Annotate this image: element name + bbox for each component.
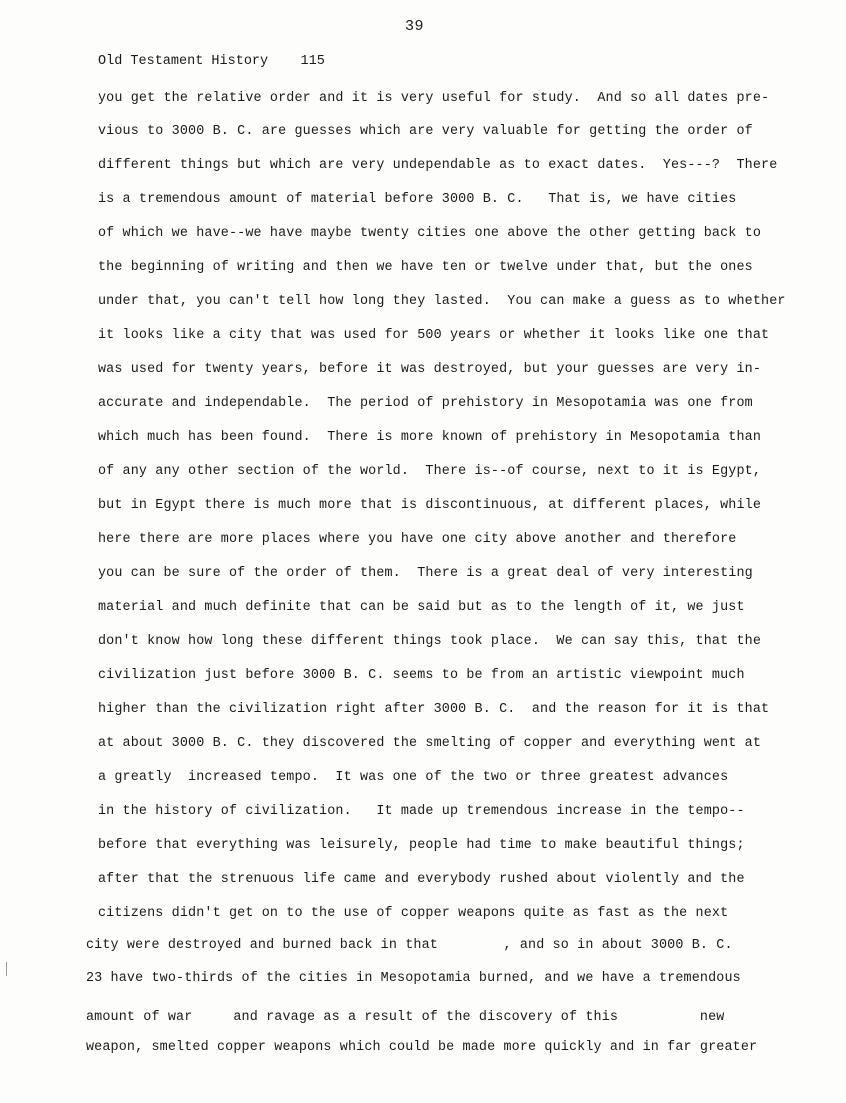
text-line: higher than the civilization right after 3000 B. C. and the reason for it is that (98, 702, 770, 717)
text-line: of any any other section of the world. There is--of course, next to it is Egypt, (98, 464, 762, 479)
text-line: civilization just before 3000 B. C. seems to be from an artistic viewpoint much (98, 668, 745, 683)
text-line: which much has been found. There is more known of prehistory in Mesopotamia than (98, 430, 762, 445)
text-line: the beginning of writing and then we have ten or twelve under that, but the ones (98, 260, 753, 275)
text-line: is a tremendous amount of material before 3000 B. C. That is, we have cities (98, 192, 737, 207)
text-line: don't know how long these different things took place. We can say this, that the (98, 634, 762, 649)
text-line: vious to 3000 B. C. are guesses which are very valuable for getting the order of (98, 124, 753, 139)
text-line: after that the strenuous life came and everybody rushed about violently and the (98, 872, 745, 887)
text-line: 23 have two-thirds of the cities in Mesopotamia burned, and we have a tremendous (86, 971, 741, 986)
text-line: weapon, smelted copper weapons which could be made more quickly and in far greater (86, 1040, 758, 1055)
text-line: amount of war and ravage as a result of the discovery of this new (86, 1010, 725, 1025)
margin-mark (6, 962, 7, 976)
page-number: 39 (405, 18, 425, 35)
text-line: you can be sure of the order of them. There is a great deal of very interesting (98, 566, 753, 581)
text-line: accurate and independable. The period of prehistory in Mesopotamia was one from (98, 396, 753, 411)
text-line: you get the relative order and it is very useful for study. And so all dates pre- (98, 91, 770, 106)
text-line: under that, you can't tell how long they lasted. You can make a guess as to whether (98, 294, 786, 309)
text-line: but in Egypt there is much more that is discontinuous, at different places, while (98, 498, 762, 513)
text-line: a greatly increased tempo. It was one of the two or three greatest advances (98, 770, 729, 785)
text-line: here there are more places where you have one city above another and therefore (98, 532, 737, 547)
text-line: of which we have--we have maybe twenty cities one above the other getting back to (98, 226, 762, 241)
text-line: city were destroyed and burned back in that , and so in about 3000 B. C. (86, 938, 733, 953)
text-line: was used for twenty years, before it was destroyed, but your guesses are very in- (98, 362, 762, 377)
text-line: at about 3000 B. C. they discovered the smelting of copper and everything went at (98, 736, 762, 751)
text-line: it looks like a city that was used for 500 years or whether it looks like one that (98, 328, 770, 343)
text-line: citizens didn't get on to the use of copper weapons quite as fast as the next (98, 906, 729, 921)
running-header: Old Testament History 115 (98, 54, 325, 69)
text-line: before that everything was leisurely, people had time to make beautiful things; (98, 838, 745, 853)
text-line: in the history of civilization. It made up tremendous increase in the tempo-- (98, 804, 745, 819)
text-line: material and much definite that can be said but as to the length of it, we just (98, 600, 745, 615)
text-line: different things but which are very undependable as to exact dates. Yes---? There (98, 158, 778, 173)
